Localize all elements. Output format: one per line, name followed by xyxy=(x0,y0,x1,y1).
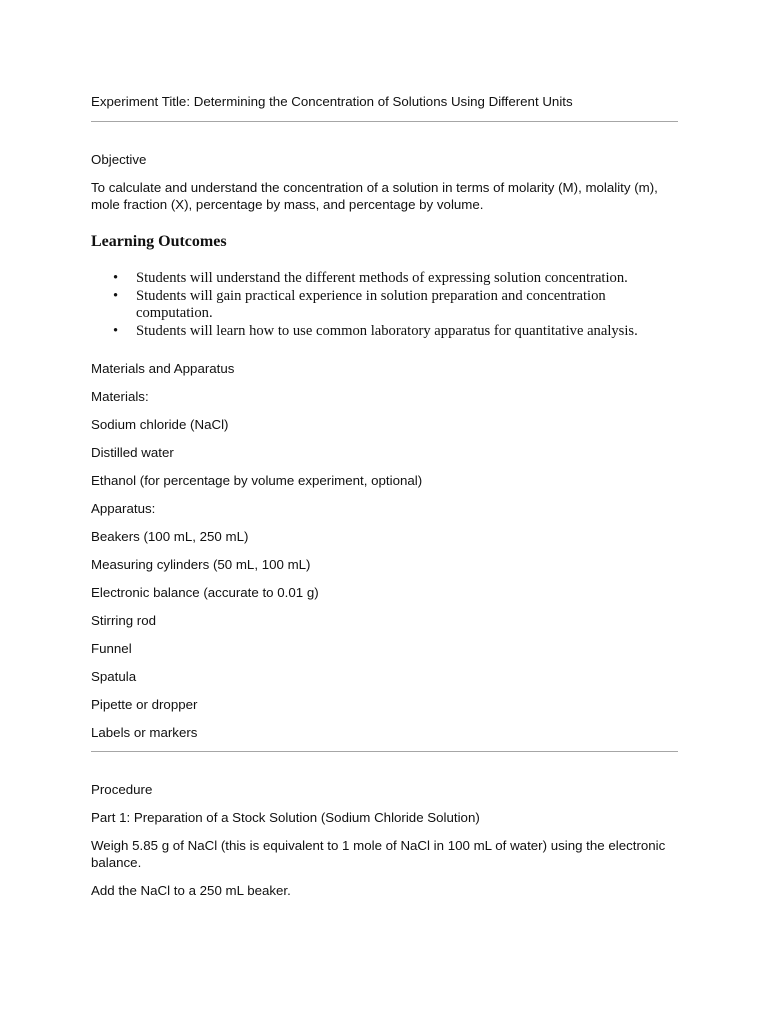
list-item xyxy=(91,323,681,341)
learning-outcome-text: Students will learn how to use common laboratory apparatus for quantitative analysis. xyxy=(136,322,638,339)
apparatus-item-spatula: Spatula xyxy=(91,669,137,684)
apparatus-item-pipette: Pipette or dropper xyxy=(91,697,198,712)
experiment-title: Experiment Title: Determining the Concentration of Solutions Using Different Units xyxy=(91,94,573,109)
list-item xyxy=(91,288,681,323)
apparatus-item-stirring-rod: Stirring rod xyxy=(91,613,157,628)
learning-outcome-text: Students will gain practical experience in solution preparation and concentration computation. xyxy=(136,287,606,321)
objective-text: To calculate and understand the concentration of a solution in terms of molarity (M), molality (m), mole fraction (X), percentage by mass, and percentage by volume. xyxy=(91,180,658,212)
learning-outcomes-heading: Learning Outcomes xyxy=(91,233,227,250)
materials-item-sodium-chloride: Sodium chloride (NaCl) xyxy=(91,417,229,432)
bullet-icon: • xyxy=(113,270,119,286)
materials-label: Materials: xyxy=(91,389,149,404)
section-divider xyxy=(91,751,678,752)
procedure-step-add: Add the NaCl to a 250 mL beaker. xyxy=(91,883,291,898)
materials-apparatus-heading: Materials and Apparatus xyxy=(91,361,235,376)
apparatus-item-measuring-cylinders: Measuring cylinders (50 mL, 100 mL) xyxy=(91,557,311,572)
part1-heading: Part 1: Preparation of a Stock Solution (Sodium Chloride Solution) xyxy=(91,810,480,825)
bullet-icon: • xyxy=(113,322,119,339)
procedure-heading: Procedure xyxy=(91,782,153,797)
apparatus-item-electronic-balance: Electronic balance (accurate to 0.01 g) xyxy=(91,585,319,600)
apparatus-label: Apparatus: xyxy=(91,501,156,516)
objective-heading: Objective xyxy=(91,152,147,167)
learning-outcomes-list xyxy=(91,270,681,340)
learning-outcome-text: Students will understand the different methods of expressing solution concentration. xyxy=(136,270,628,286)
materials-item-ethanol: Ethanol (for percentage by volume experiment, optional) xyxy=(91,473,423,488)
apparatus-item-beakers: Beakers (100 mL, 250 mL) xyxy=(91,529,249,544)
bullet-icon: • xyxy=(113,287,119,304)
apparatus-item-funnel: Funnel xyxy=(91,641,132,656)
materials-item-distilled-water: Distilled water xyxy=(91,445,174,460)
list-item xyxy=(91,270,681,288)
apparatus-item-labels: Labels or markers xyxy=(91,725,198,740)
procedure-step-weigh: Weigh 5.85 g of NaCl (this is equivalent to 1 mole of NaCl in 100 mL of water) using the electronic balance. xyxy=(91,838,666,870)
section-divider xyxy=(91,121,678,122)
